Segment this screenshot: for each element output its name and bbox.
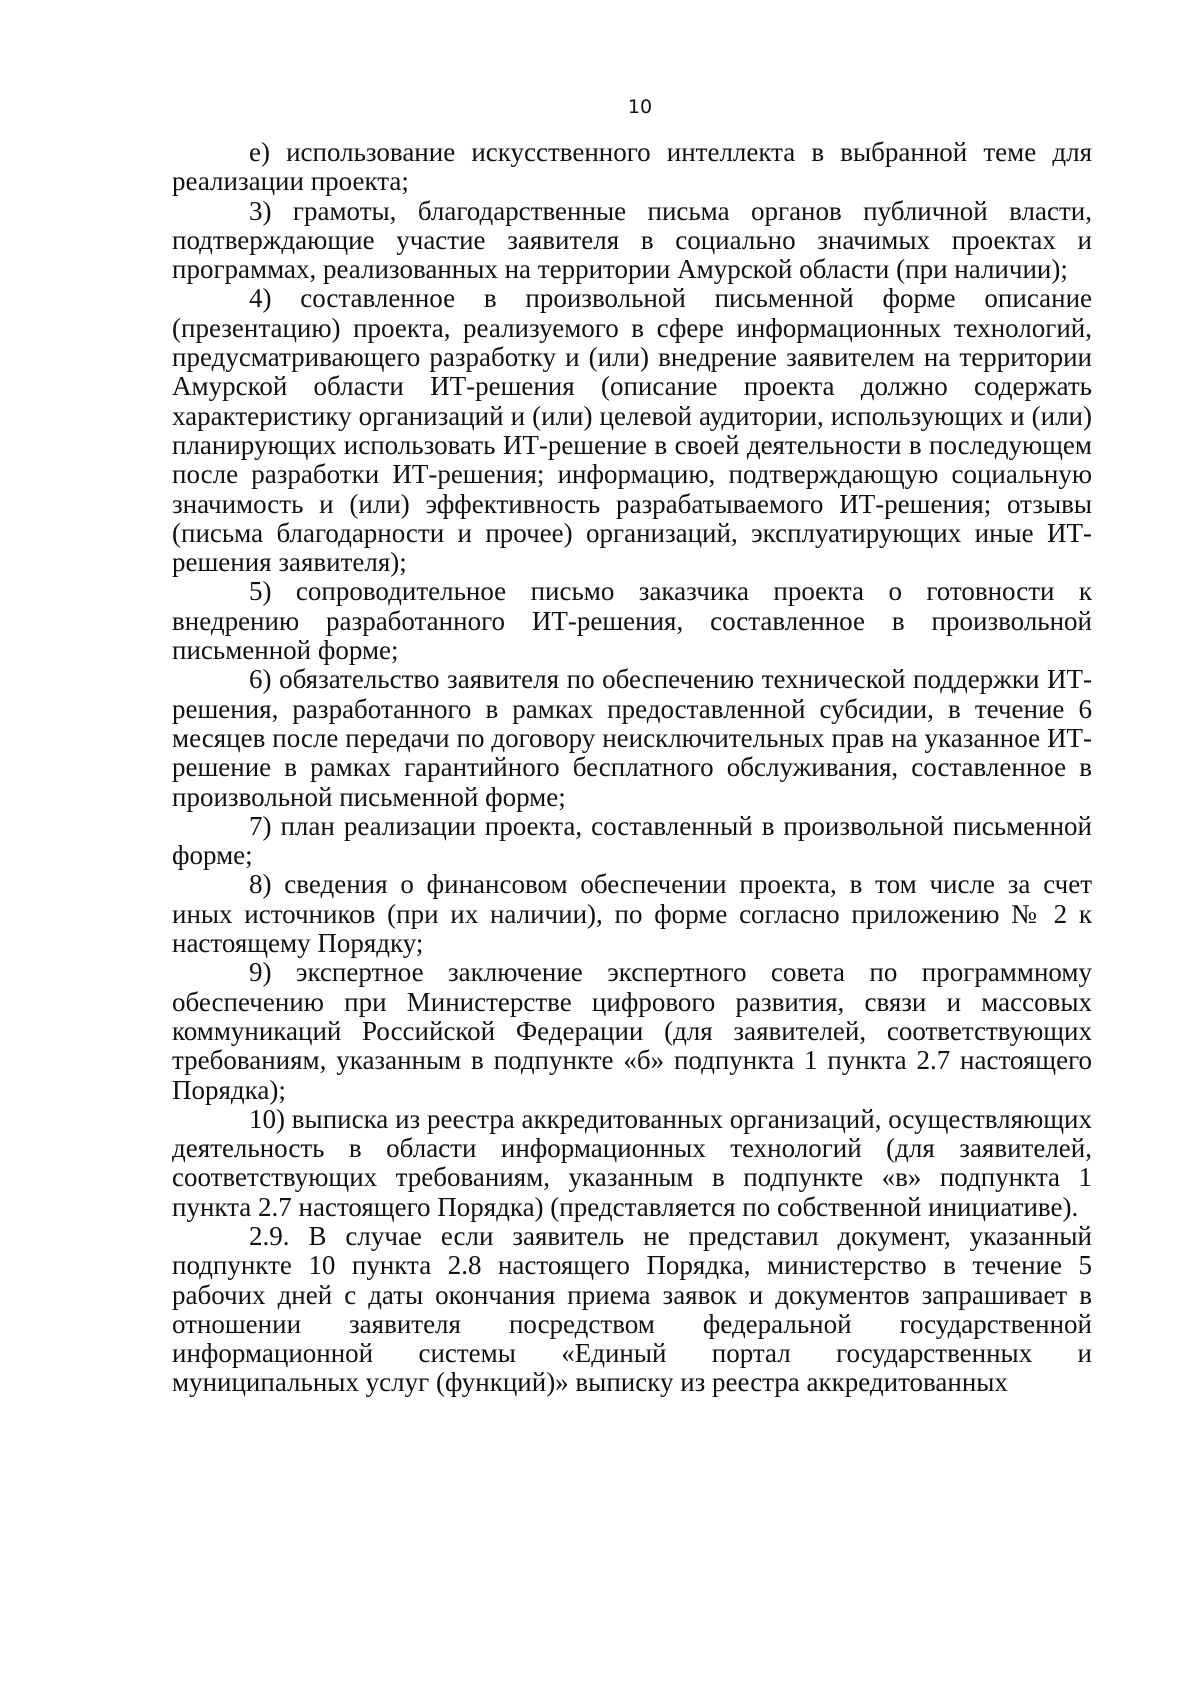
document-body (172, 138, 1092, 1398)
paragraph-item-8-financial-info: 8) сведения о финансовом обеспечении проекта, в том числе за счет иных источников (при их наличии), по форме согласно приложению № 2 к настоящему Порядку; (172, 869, 1092, 959)
paragraph-item-e: е) использование искусственного интеллекта в выбранной теме для реализации проекта; (172, 137, 1092, 197)
page-number: 10 (627, 96, 653, 118)
paragraph-item-9-expert-conclusion: 9) экспертное заключение экспертного совета по программному обеспечению при Министерстве цифрового развития, связи и массовых коммуникаций Российской Федерации (для заявителей, соответствующих требованиям, указанным в подпункте «б» подпункта 1 пункта 2.7 настоящего Порядка); (172, 957, 1092, 1105)
paragraph-item-5-cover-letter: 5) сопроводительное письмо заказчика проекта о готовности к внедрению разработанного ИТ-решения, составленное в произвольной письменной форме; (172, 576, 1092, 666)
paragraph-item-10-registry-extract: 10) выписка из реестра аккредитованных организаций, осуществляющих деятельность в области информационных технологий (для заявителей, соответствующих требованиям, указанным в подпункте «в» подпункта 1 пункта 2.7 настоящего Порядка) (представляется по собственной инициативе). (172, 1103, 1092, 1222)
paragraph-item-3-awards: 3) грамоты, благодарственные письма органов публичной власти, подтверждающие участие заявителя в социально значимых проектах и программах, реализованных на территории Амурской области (при наличии); (172, 195, 1092, 285)
paragraph-item-7-implementation-plan: 7) план реализации проекта, составленный в произвольной письменной форме; (172, 810, 1092, 871)
paragraph-item-4-project-description: 4) составленное в произвольной письменной форме описание (презентацию) проекта, реализуемого в сфере информационных технологий, предусматривающего разработку и (или) внедрение заявителем на территории Амурской области ИТ-решения (описание проекта должно содержать характеристику организаций и (или) целевой аудитории, использующих и (или) планирующих использовать ИТ-решение в своей деятельности в последующем после разработки ИТ-решения; информацию, подтверждающую социальную значимость и (или) эффективность разрабатываемого ИТ-решения; отзывы (письма благодарности и прочее) организаций, эксплуатирующих иные ИТ-решения заявителя); (172, 283, 1092, 578)
paragraph-item-6-support-obligation: 6) обязательство заявителя по обеспечению технической поддержки ИТ-решения, разработанного в рамках предоставленной субсидии, в течение 6 месяцев после передачи по договору неисключительных прав на указанное ИТ-решение в рамках гарантийного бесплатного обслуживания, составленное в произвольной письменной форме; (172, 664, 1092, 812)
paragraph-section-2-9: 2.9. В случае если заявитель не представил документ, указанный подпункте 10 пункта 2.8 настоящего Порядка, министерство в течение 5 рабочих дней с даты окончания приема заявок и документов запрашивает в отношении заявителя посредством федеральной государственной информационной системы «Единый портал государственных и муниципальных услуг (функций)» выписку из реестра аккредитованных (172, 1220, 1092, 1398)
